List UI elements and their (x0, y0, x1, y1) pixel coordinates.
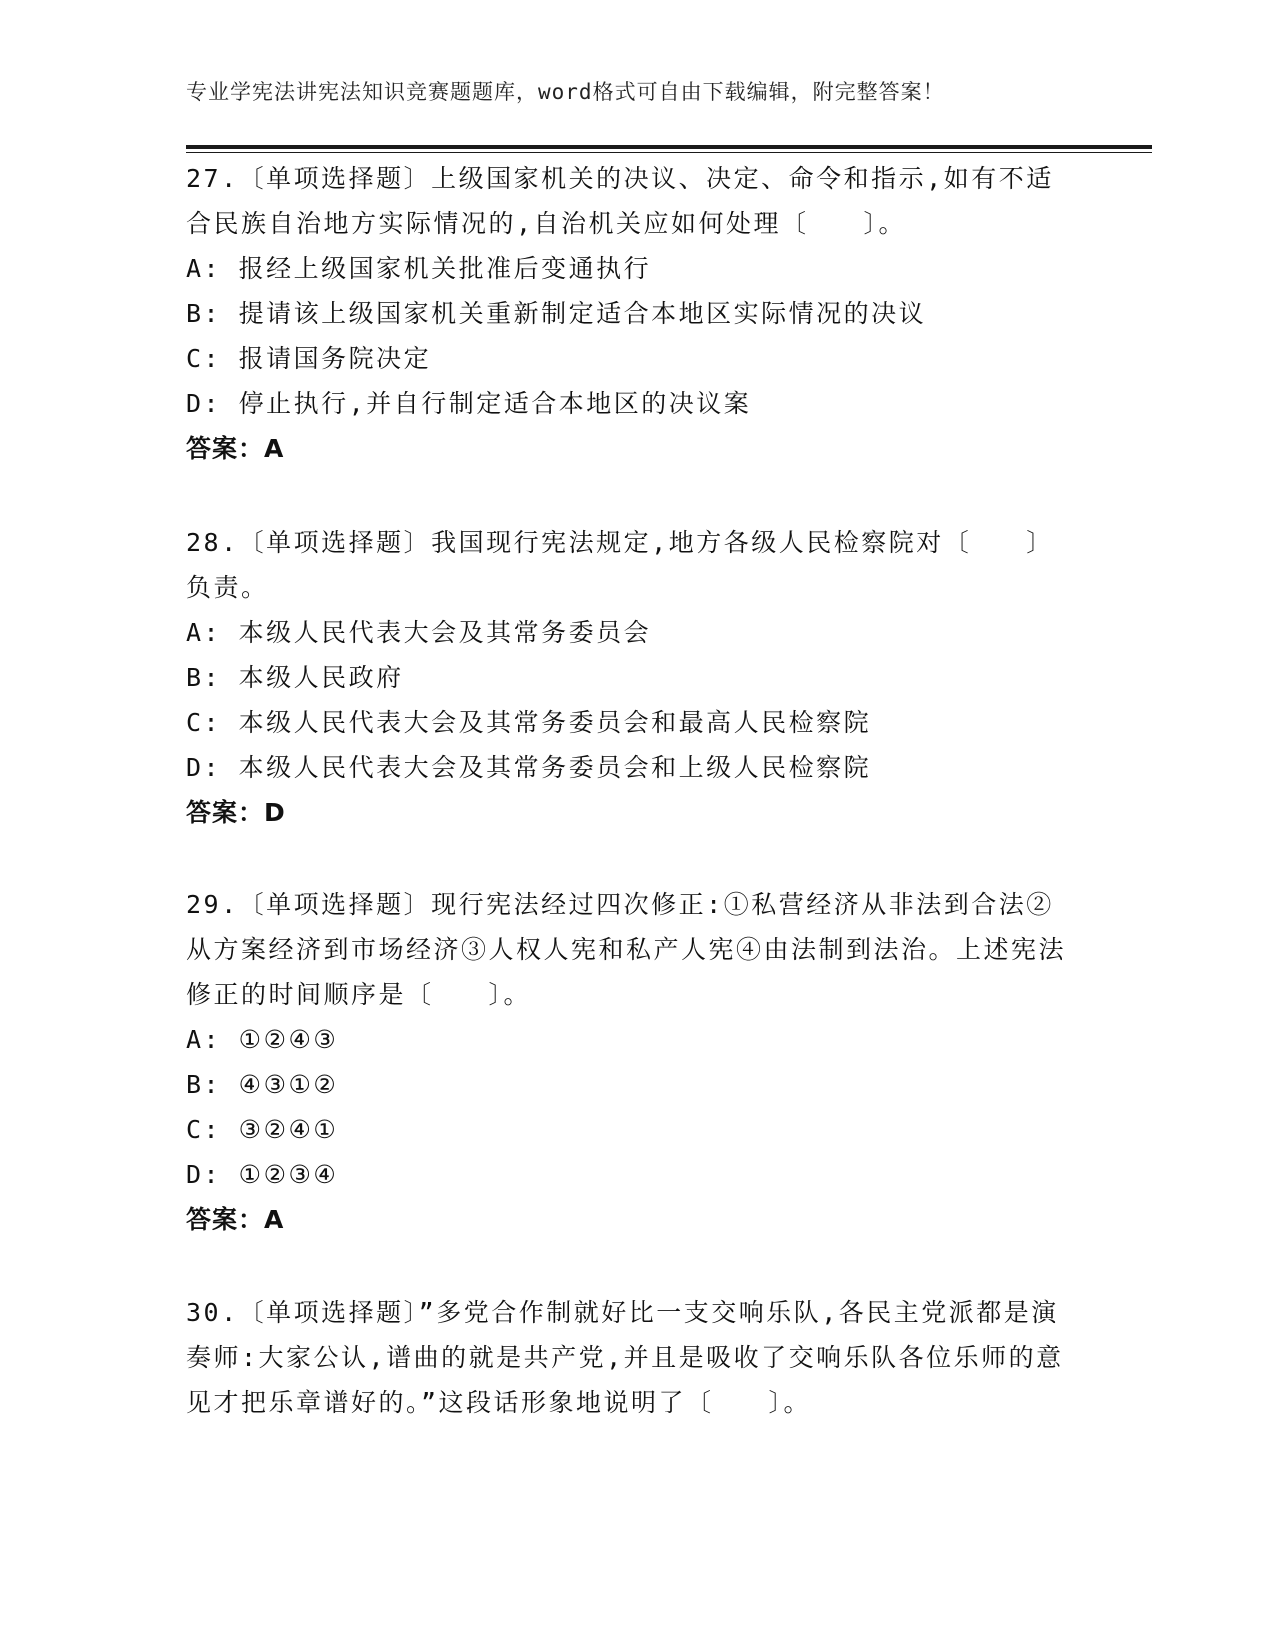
question-30 (186, 1290, 1066, 1425)
answer: 答案：D (186, 798, 286, 827)
option-a: A: 本级人民代表大会及其常务委员会 (186, 618, 652, 647)
question-stem: 28.〔单项选择题〕我国现行宪法规定,地方各级人民检察院对〔 〕负责。 (186, 528, 1054, 602)
answer: 答案：A (186, 434, 285, 463)
option-a: A: 报经上级国家机关批准后变通执行 (186, 254, 652, 283)
question-29 (186, 882, 1066, 1242)
question-stem: 30.〔单项选择题〕”多党合作制就好比一支交响乐队,各民主党派都是演奏师:大家公认,谱曲的就是共产党,并且是吸收了交响乐队各位乐师的意见才把乐章谱好的。”这段话形象地说明了〔 〕。 (186, 1298, 1064, 1417)
option-c: C: 本级人民代表大会及其常务委员会和最高人民检察院 (186, 708, 872, 737)
option-b: B: 提请该上级国家机关重新制定适合本地区实际情况的决议 (186, 299, 927, 328)
page-header: 专业学宪法讲宪法知识竞赛题题库，word格式可自由下载编辑，附完整答案！ (186, 80, 945, 104)
option-d: D: ①②③④ (186, 1160, 339, 1189)
question-27 (186, 156, 1066, 471)
option-b: B: 本级人民政府 (186, 663, 404, 692)
header-divider-thin (186, 152, 1152, 153)
option-d: D: 停止执行,并自行制定适合本地区的决议案 (186, 389, 752, 418)
option-c: C: ③②④① (186, 1115, 339, 1144)
option-a: A: ①②④③ (186, 1025, 339, 1054)
question-stem: 27.〔单项选择题〕上级国家机关的决议、决定、命令和指示,如有不适合民族自治地方实际情况的,自治机关应如何处理〔 〕。 (186, 164, 1054, 238)
question-stem: 29.〔单项选择题〕现行宪法经过四次修正:①私营经济从非法到合法②从方案经济到市场经济③人权人宪和私产人宪④由法制到法治。上述宪法修正的时间顺序是〔 〕。 (186, 890, 1067, 1009)
option-c: C: 报请国务院决定 (186, 344, 432, 373)
question-28 (186, 520, 1066, 835)
option-b: B: ④③①② (186, 1070, 339, 1099)
header-divider-thick (186, 145, 1152, 149)
answer: 答案：A (186, 1205, 285, 1234)
option-d: D: 本级人民代表大会及其常务委员会和上级人民检察院 (186, 753, 872, 782)
